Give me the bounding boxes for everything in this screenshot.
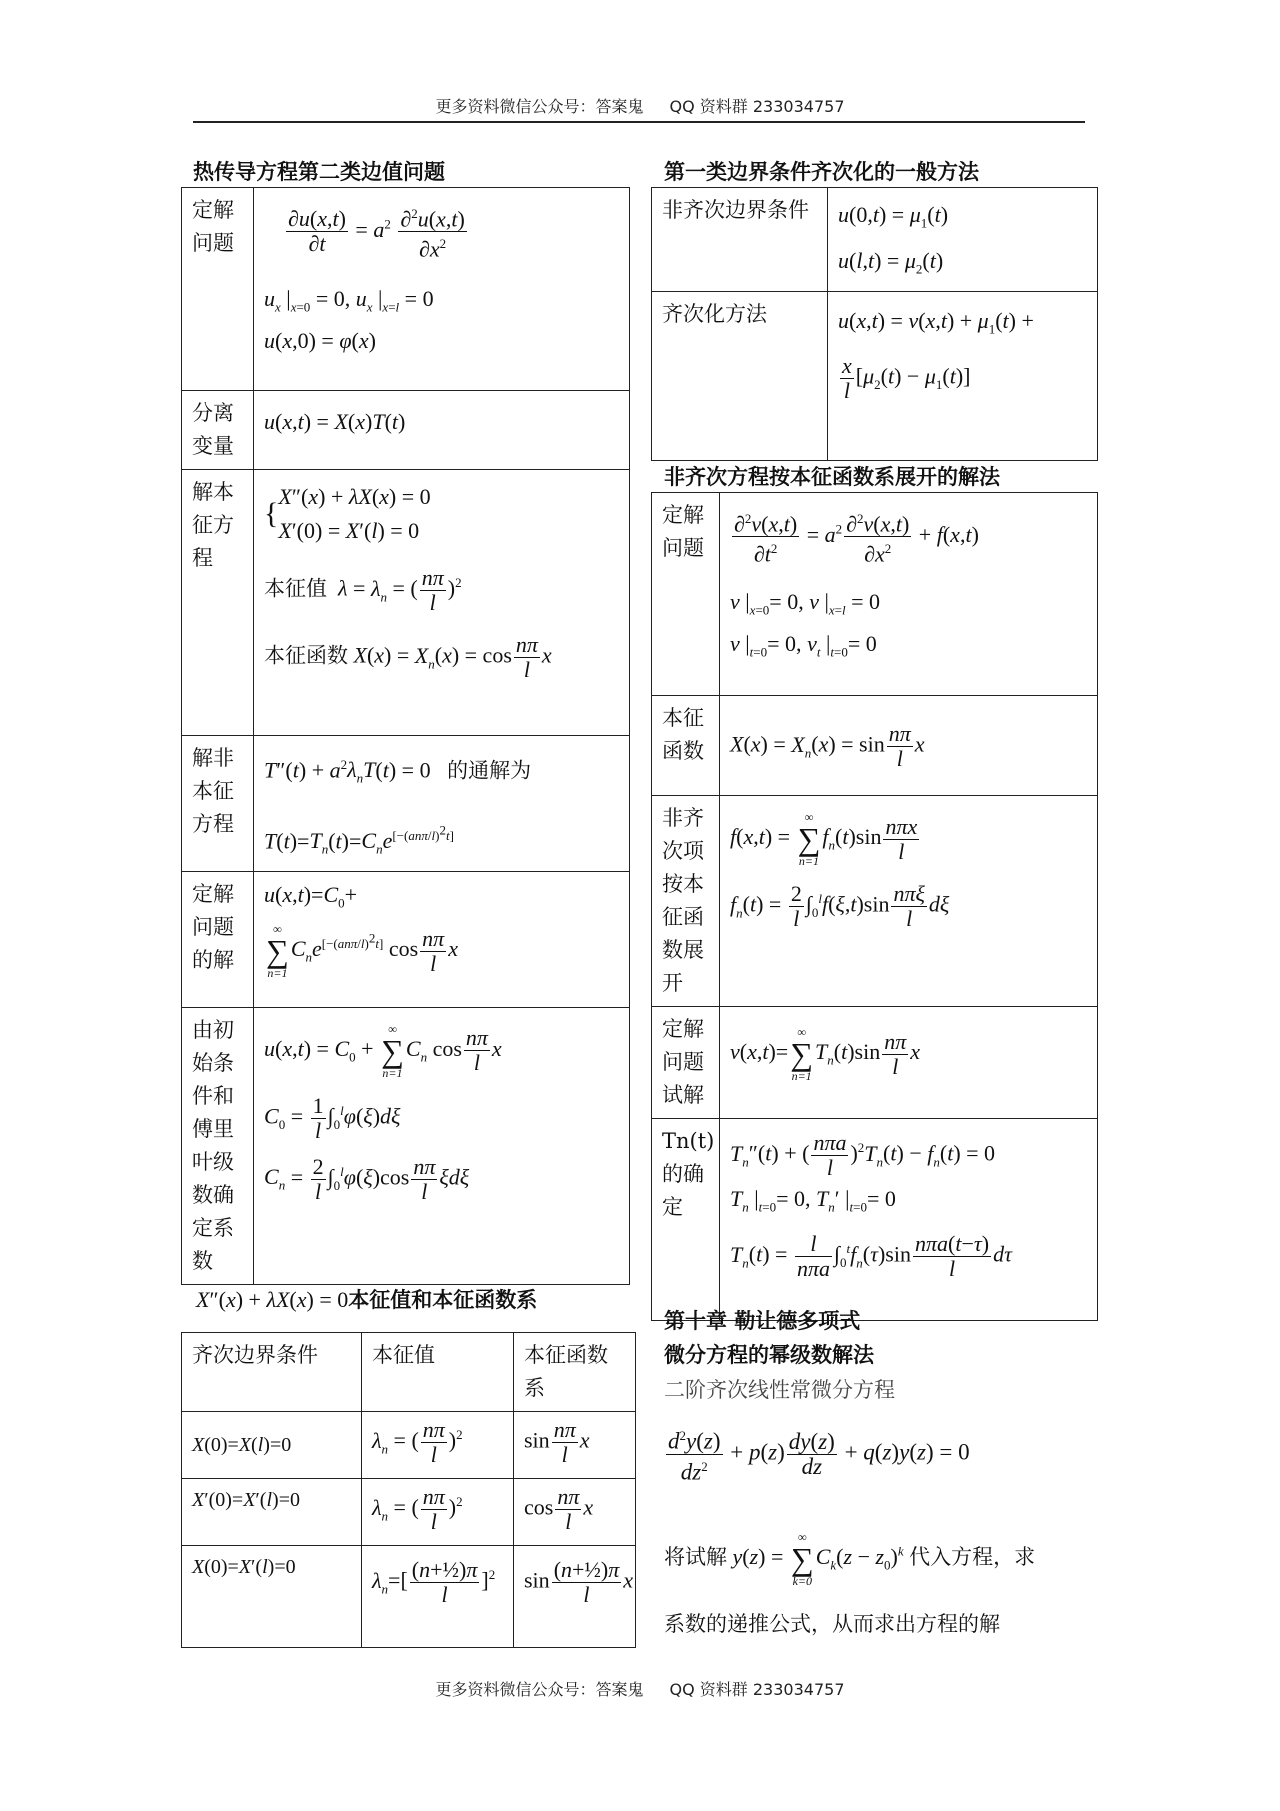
header-right-text: QQ 资料群 233034757 bbox=[669, 97, 845, 116]
row-label-expansion: 非齐次项按本征函数展开 bbox=[652, 796, 720, 1007]
left-section-title: 热传导方程第二类边值问题 bbox=[193, 159, 445, 184]
problem-2-formulas: $\frac{\partial^2v(x,t)}{\partial t^2}$ = $a^2$ $\frac{\partial^2v(x,t)}{\partial x^2}$ + f(x,t) v $|_{x=0}= 0$, v $|_{x=l} = 0$ v $|_{t=0}= 0$, $v_t$ $|_{t=0}= 0$ bbox=[720, 493, 1098, 696]
general-solution-text: 的通解为 bbox=[447, 758, 532, 783]
row-label-nonhomog-bc: 非齐次边界条件 bbox=[652, 188, 828, 292]
eig-fun-2: cos $\frac{n\pi}{l}$ x bbox=[514, 1479, 636, 1546]
text1-pre: 将试解 bbox=[664, 1545, 727, 1570]
tn-formulas: $T_n''(t)$ + ( nπa l )$^2T_n(t) - f_n(t) = 0$ $T_n$ $|_{t=0}= 0$, $T_n'$ $|_{t=0}= 0$ $T_n(t)$ = l nπa $\int_0^tf_n(\tau)\sin$ nπa(t−τ) l dτ bbox=[720, 1119, 1098, 1321]
row-label-separation: 分离变量 bbox=[182, 391, 254, 470]
ode-formula: $\frac{d^2y(z)}{dz^2}$ + p(z) $\frac{dy(z)}{dz}$ + q(z)y(z) = 0 bbox=[664, 1424, 970, 1484]
eig-header-eigval: 本征值 bbox=[362, 1333, 514, 1412]
homog-method-formulas: $u(x,t) = v(x,t) + \mu_1(t)$ + $\frac{x}{l}$ $[\mu_2(t) - \mu_1(t)]$ bbox=[828, 291, 1098, 460]
eigen-eq-formulas: {X″(x) + λX(x) = 0 X′(0) = X′(l) = 0 本征值 $\lambda = \lambda_n$ = ( $\frac{n\pi}{l}$ )$^2$ 本征函数 $X(x) = X_n(x) = \cos$ $\frac{n\pi}{l}$ x bbox=[254, 470, 630, 736]
page-footer bbox=[0, 1677, 1280, 1700]
coefficient-formulas: $u(x,t) = C_0$ + ∞ ∑ n=1 $C_n$ cos $\frac{n\pi}{l}$ x $C_0$ = $\frac{1}{l}$ $\int_0^l\varphi(\xi)d\xi$ $C_n$ = $\frac{2}{l}$ $\int_0^l\varphi(\xi)\cos$ $\frac{n\pi}{l}$ ξdξ bbox=[254, 1007, 630, 1284]
eig-val-2: $\lambda_n$ = ( $\frac{n\pi}{l}$ )$^2$ bbox=[362, 1479, 514, 1546]
row-label-time-eq: 解非本征方程 bbox=[182, 736, 254, 872]
solution-formulas: $u(x,t)=C_0+$ ∞ ∑ n=1 $C_ne[-(an\pi/l)2t]$ cos $\frac{n\pi}{l}$ x bbox=[254, 871, 630, 1007]
chapter-title: 第十章 勒让德多项式 bbox=[664, 1308, 861, 1333]
eigfun-text: 本征函数 bbox=[264, 643, 348, 668]
eigval-text: 本征值 bbox=[264, 576, 327, 601]
page-header bbox=[0, 94, 1280, 117]
header-rule bbox=[193, 121, 1085, 123]
eig-fun-3: sin $\frac{\text{(n+½)π}}{l}$ x bbox=[514, 1546, 636, 1648]
eigfun-formula: $X(x) = X_n(x) = \sin$ $\frac{n\pi}{l}$ x bbox=[720, 696, 1098, 796]
header-left-text: 更多资料微信公众号：答案鬼 bbox=[435, 97, 644, 116]
row-label-solution: 定解问题的解 bbox=[182, 871, 254, 1007]
row-label-problem: 定解问题 bbox=[182, 188, 254, 391]
table-row bbox=[182, 1479, 636, 1546]
row-label-tn: Tn(t)的确定 bbox=[652, 1119, 720, 1321]
footer-right-text: QQ 资料群 233034757 bbox=[669, 1680, 845, 1699]
right-section-title-1: 第一类边界条件齐次化的一般方法 bbox=[664, 159, 979, 184]
chapter-subtitle: 微分方程的幂级数解法 bbox=[664, 1342, 874, 1367]
heat-conduction-table bbox=[181, 187, 630, 1285]
row-label-homog-method: 齐次化方法 bbox=[652, 291, 828, 460]
nonhomog-bc-formulas: $u(0,t) = \mu_1(t)$ $u(l,t) = \mu_2(t)$ bbox=[828, 188, 1098, 292]
row-label-coefficients: 由初始条件和傅里叶级数确定系数 bbox=[182, 1007, 254, 1284]
trial-formula: v(x,t)= ∞ ∑ n=1 $T_n(t)\sin$ $\frac{n\pi}{l}$ x bbox=[720, 1007, 1098, 1119]
expansion-table bbox=[651, 492, 1098, 1321]
eig-bc-1: X(0)=X(l)=0 bbox=[182, 1412, 362, 1479]
recurrence-text: 系数的递推公式，从而求出方程的解 bbox=[664, 1612, 1000, 1636]
eigen-table bbox=[181, 1332, 636, 1648]
eig-header-eigfun: 本征函数系 bbox=[514, 1333, 636, 1412]
eig-bc-2: X′(0)=X′(l)=0 bbox=[182, 1479, 362, 1546]
trial-solution-line: 将试解 y(z) = ∞ ∑ k=0 $C_k(z - z_0)^k$ 代入方程，求 bbox=[664, 1530, 1036, 1588]
row-label-eigen-eq: 解本征方程 bbox=[182, 470, 254, 736]
intro-text: 二阶齐次线性常微分方程 bbox=[664, 1378, 895, 1402]
eigen-table-title: X″(x) + λX(x) = 0本征值和本征函数系 bbox=[196, 1287, 538, 1312]
footer-left-text: 更多资料微信公众号：答案鬼 bbox=[435, 1680, 644, 1699]
right-section-title-2: 非齐次方程按本征函数系展开的解法 bbox=[664, 464, 1000, 489]
eig-fun-1: sin $\frac{n\pi}{l}$ x bbox=[514, 1412, 636, 1479]
row-label-problem-2: 定解问题 bbox=[652, 493, 720, 696]
problem-formulas: $\frac{\partial u(x,t)}{\partial t}$ = $a^2$ $\frac{\partial^2u(x,t)}{\partial x^2}$ $u_x$ $|_{x=0} = 0$, $u_x$ $|_{x=l} = 0$ u(x,0) = φ(x) bbox=[254, 188, 630, 391]
table-row bbox=[182, 1412, 636, 1479]
eig-header-bc: 齐次边界条件 bbox=[182, 1333, 362, 1412]
eigen-table-title-text: 本征值和本征函数系 bbox=[348, 1287, 538, 1312]
row-label-trial: 定解问题试解 bbox=[652, 1007, 720, 1119]
row-label-eigfun: 本征函数 bbox=[652, 696, 720, 796]
table-row bbox=[182, 1546, 636, 1648]
separation-formula: u(x,t) = X(x)T(t) bbox=[254, 391, 630, 470]
expansion-formulas: f(x,t) = ∞ ∑ n=1 $f_n(t)\sin$ nπx l $f_n(t)$ = $\frac{2}{l}$ $\int_0^lf(\xi,t)\sin$ nπξ l dξ bbox=[720, 796, 1098, 1007]
text1-post: 代入方程，求 bbox=[909, 1545, 1036, 1570]
eig-val-3: $\lambda_n=$[ $\frac{\text{(n+½)π}}{l}$ ]$^2$ bbox=[362, 1546, 514, 1648]
eig-val-1: $\lambda_n$ = ( $\frac{n\pi}{l}$ )$^2$ bbox=[362, 1412, 514, 1479]
homogenization-table bbox=[651, 187, 1098, 461]
eig-bc-3: X(0)=X′(l)=0 bbox=[182, 1546, 362, 1648]
time-eq-formulas: $T''(t) + a^2\lambda_nT(t) = 0$ 的通解为 $T(t)=T_n(t)=C_ne[-(an\pi/l)2t]$ bbox=[254, 736, 630, 872]
